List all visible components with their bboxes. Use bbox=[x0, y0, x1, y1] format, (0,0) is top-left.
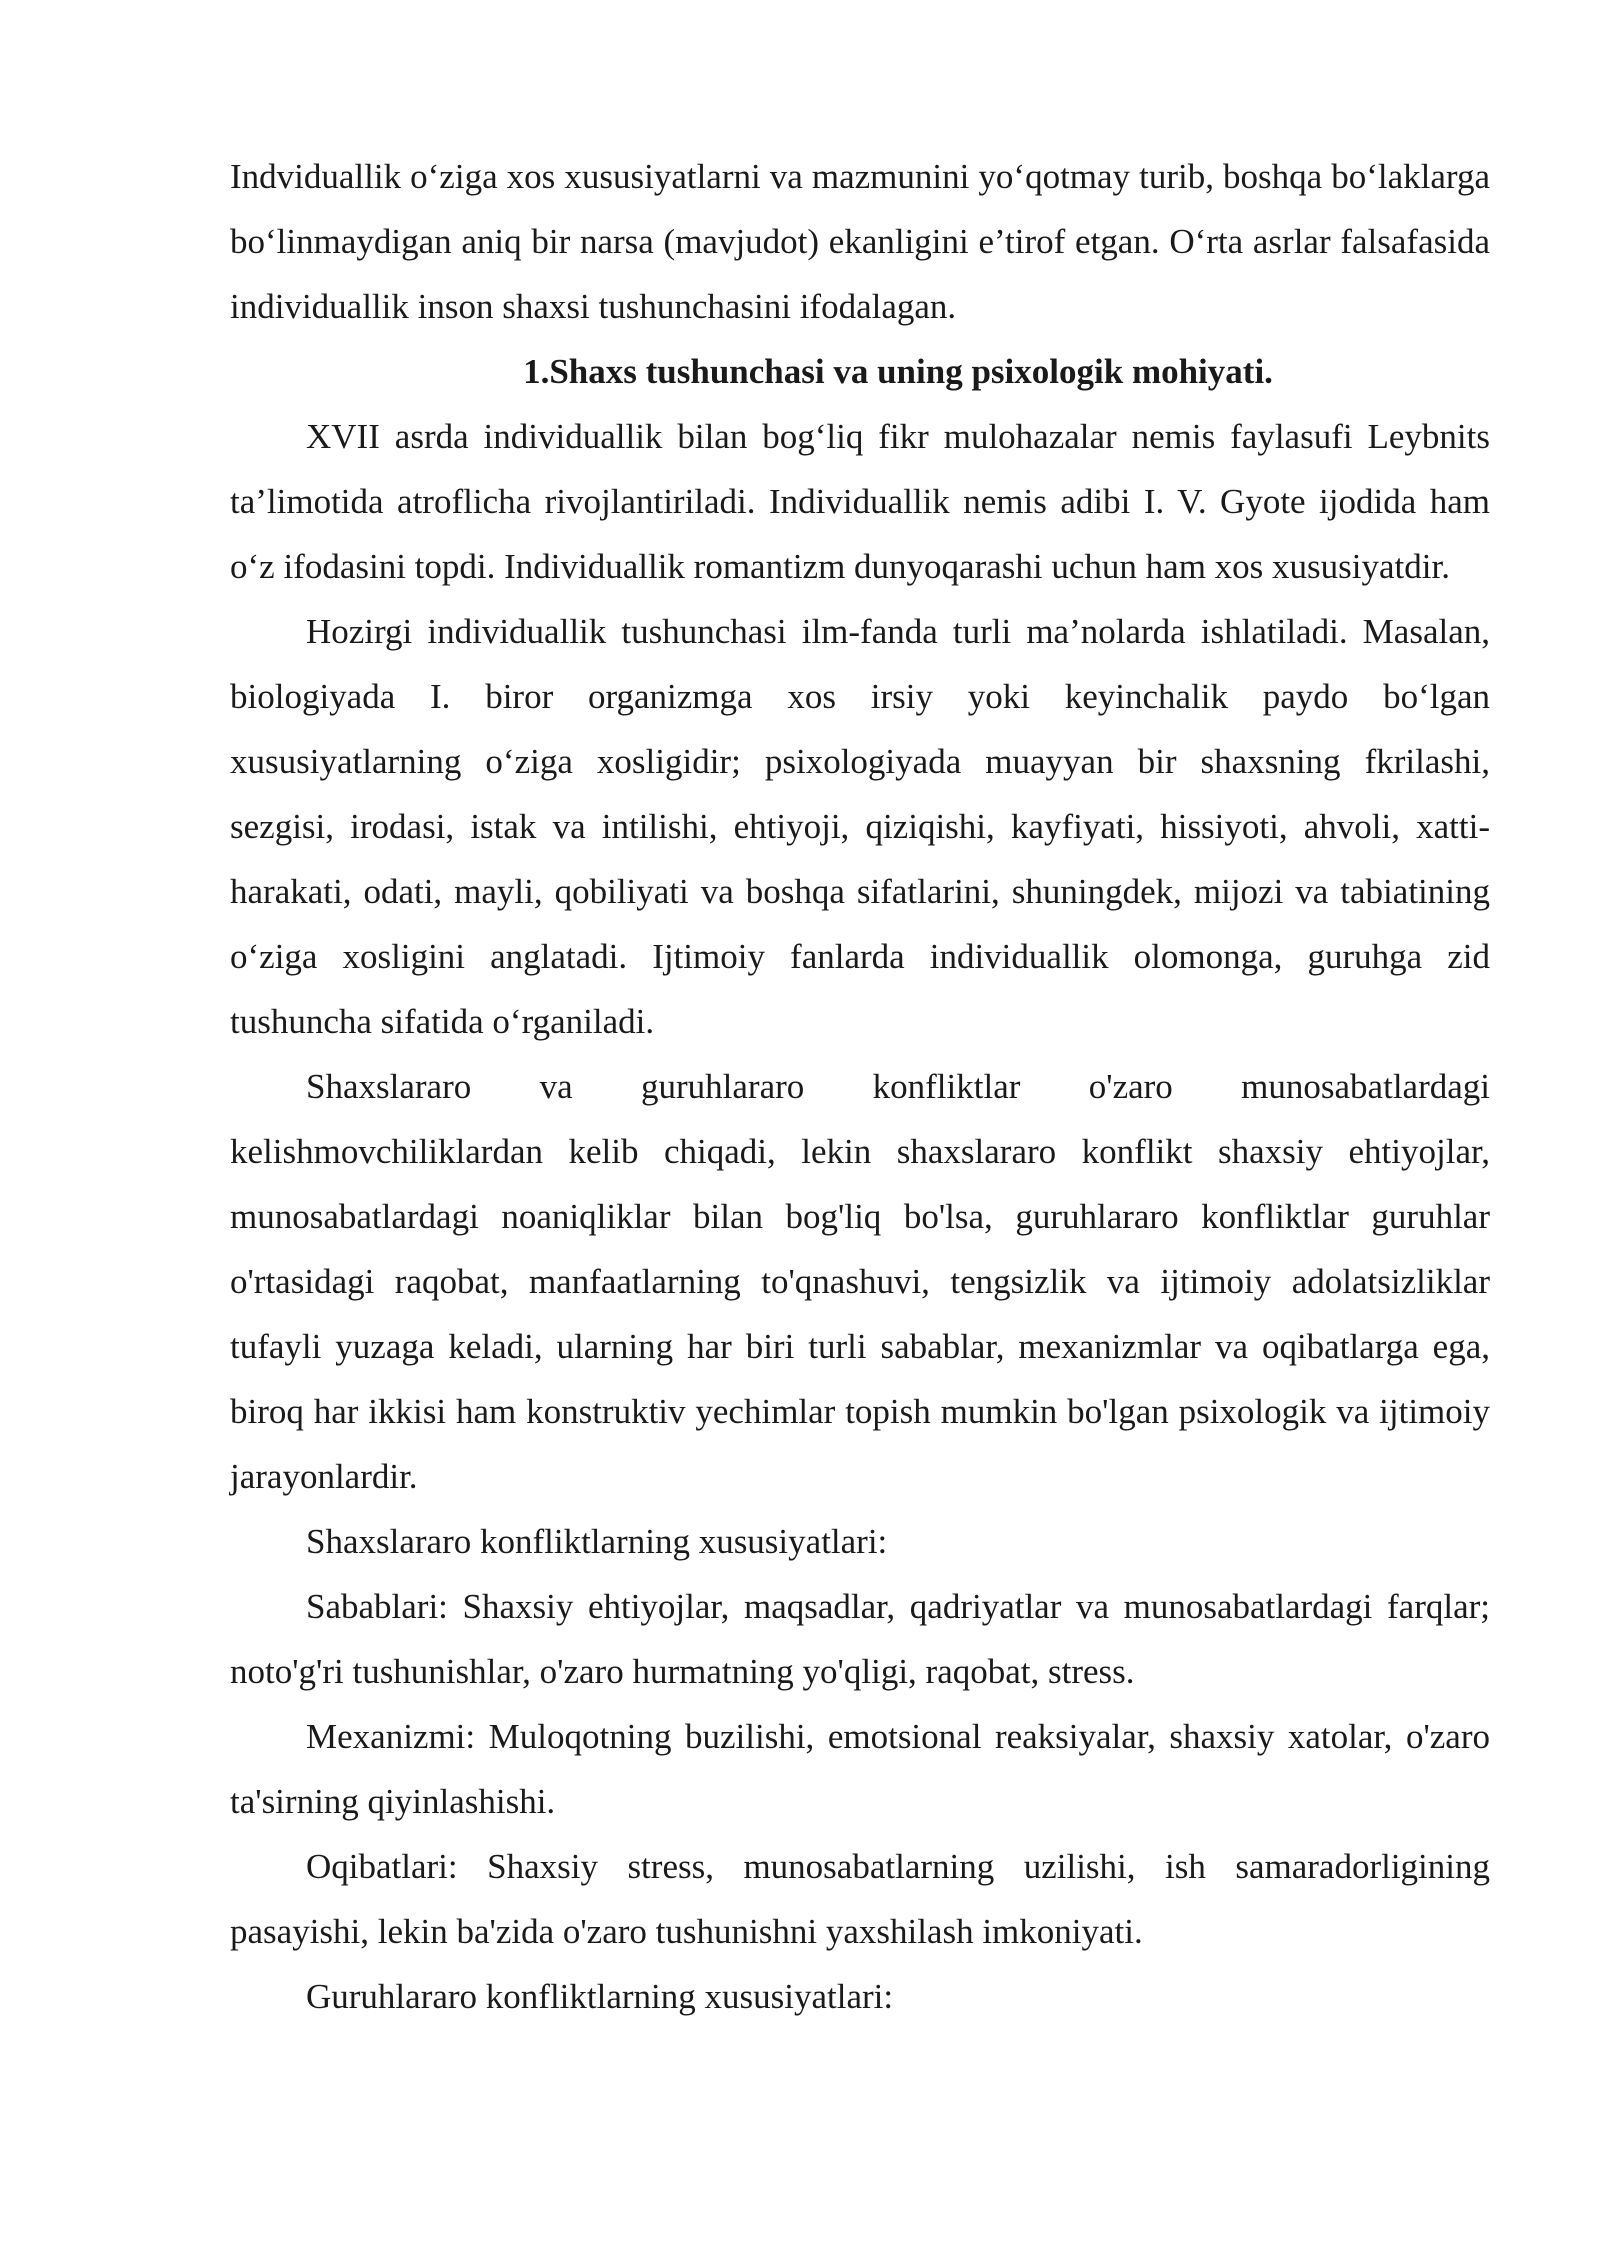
paragraph-mechanism: Mexanizmi: Muloqotning buzilishi, emotsional reaksiyalar, shaxsiy xatolar, o'zaro ta'sirning qiyinlashishi. bbox=[230, 1717, 1490, 1821]
paragraph-consequences: Oqibatlari: Shaxsiy stress, munosabatlarning uzilishi, ish samaradorligining pasayishi, lekin ba'zida o'zaro tushunishni yaxshilash imkoniyati. bbox=[230, 1847, 1490, 1951]
paragraph-causes: Sabablari: Shaxsiy ehtiyojlar, maqsadlar, qadriyatlar va munosabatlardagi farqlar; noto'g'ri tushunishlar, o'zaro hurmatning yo'qligi, raqobat, stress. bbox=[230, 1587, 1490, 1691]
section-heading: 1.Shaxs tushunchasi va uning psixologik mohiyati. bbox=[523, 352, 1273, 391]
paragraph-modern-individuality: Hozirgi individuallik tushunchasi ilm-fanda turli ma’nolarda ishlatiladi. Masalan, biologiyada I. biror organizmga xos irsiy yoki keyinchalik paydo bo‘lgan xususiyatlarning o‘ziga xosligidir; psixologiyada muayyan bir shaxsning fkrilashi, sezgisi, irodasi, istak va intilishi, ehtiyoji, qiziqishi, kayfiyati, hissiyoti, ahvoli, xatti-harakati, odati, mayli, qobiliyati va boshqa sifatlarini, shuningdek, mijozi va tabiatining o‘ziga xosligini anglatadi. Ijtimoiy fanlarda individuallik olomonga, guruhga zid tushuncha sifatida o‘rganiladi. bbox=[230, 612, 1490, 1041]
intro-paragraph: Indviduallik o‘ziga xos xususiyatlarni va mazmunini yo‘qotmay turib, boshqa bo‘laklarga bo‘linmaydigan aniq bir narsa (mavjudot) ekanligini e’tirof etgan. O‘rta asrlar falsafasida individuallik inson shaxsi tushunchasini ifodalagan. bbox=[230, 157, 1490, 326]
paragraph-conflicts-overview: Shaxslararo va guruhlararo konfliktlar o'zaro munosabatlardagi kelishmovchiliklardan kelib chiqadi, lekin shaxslararo konflikt shaxsiy ehtiyojlar, munosabatlardagi noaniqliklar bilan bog'liq bo'lsa, guruhlararo konfliktlar guruhlar o'rtasidagi raqobat, manfaatlarning to'qnashuvi, tengsizlik va ijtimoiy adolatsizliklar tufayli yuzaga keladi, ularning har biri turli sabablar, mexanizmlar va oqibatlarga ega, biroq har ikkisi ham konstruktiv yechimlar topish mumkin bo'lgan psixologik va ijtimoiy jarayonlardir. bbox=[230, 1067, 1490, 1496]
document-page bbox=[230, 144, 1490, 2029]
paragraph-xvii-century: XVII asrda individuallik bilan bog‘liq fikr mulohazalar nemis faylasufi Leybnits ta’limotida atroflicha rivojlantiriladi. Individuallik nemis adibi I. V. Gyote ijodida ham o‘z ifodasini topdi. Individuallik romantizm dunyoqarashi uchun ham xos xususiyatdir. bbox=[230, 417, 1490, 586]
paragraph-intergroup-heading: Guruhlararo konfliktlarning xususiyatlari: bbox=[306, 1977, 894, 2016]
paragraph-interpersonal-heading: Shaxslararo konfliktlarning xususiyatlari: bbox=[306, 1522, 888, 1561]
